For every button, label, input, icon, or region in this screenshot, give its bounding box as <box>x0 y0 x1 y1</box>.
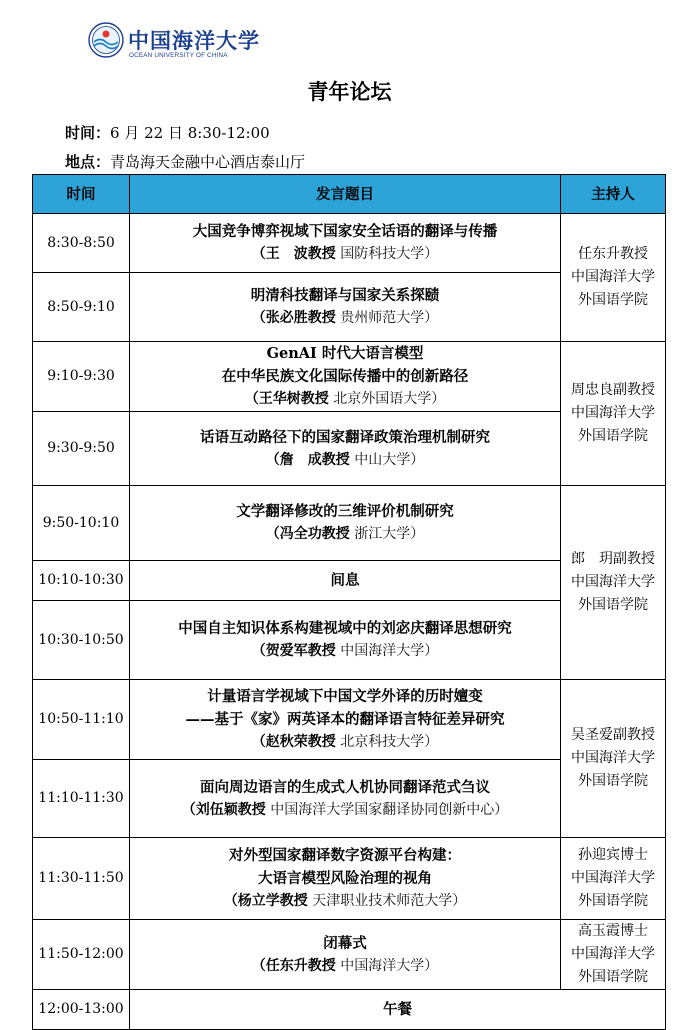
row-time: 11:50-12:00 <box>33 920 130 990</box>
speaker-line <box>130 449 560 472</box>
speaker-line <box>130 955 560 978</box>
host-university: 中国海洋大学 <box>571 946 655 962</box>
row-topic <box>130 486 561 561</box>
break-label: 间息 <box>330 572 360 589</box>
speaker-line <box>130 640 560 663</box>
speaker-name: （刘伍颖教授 <box>181 801 266 818</box>
speaker-affiliation: 中国海洋大学） <box>340 957 439 974</box>
university-emblem-icon <box>88 22 124 58</box>
row-topic <box>130 760 561 838</box>
host-school: 外国语学院 <box>578 969 648 985</box>
row-topic <box>130 412 561 486</box>
speaker-name: （王 波教授 <box>251 246 336 262</box>
row-topic <box>130 273 561 342</box>
meta-time-label: 时间： <box>65 124 111 142</box>
row-time: 10:10-10:30 <box>33 561 130 601</box>
meta-place-label: 地点： <box>65 153 111 171</box>
speaker-affiliation: 天津职业技术师范大学） <box>312 893 467 909</box>
host-university: 中国海洋大学 <box>571 870 655 886</box>
host-school: 外国语学院 <box>578 773 648 789</box>
topic-title: GenAI 时代大语言模型 <box>266 345 424 362</box>
row-topic <box>130 680 561 760</box>
speaker-name: （张必胜教授 <box>251 310 336 326</box>
row-time: 9:30-9:50 <box>33 412 130 486</box>
speaker-line <box>130 243 560 266</box>
row-topic <box>130 990 666 1030</box>
speaker-name: （任东升教授 <box>251 957 336 974</box>
row-time: 10:50-11:10 <box>33 680 130 760</box>
table-row <box>33 680 666 760</box>
row-time: 9:50-10:10 <box>33 486 130 561</box>
table-row <box>33 920 666 990</box>
lunch-label: 午餐 <box>383 1001 412 1018</box>
meta-place <box>65 151 305 172</box>
host-school: 外国语学院 <box>578 428 648 444</box>
topic-title: 明清科技翻译与国家关系探赜 <box>250 287 440 304</box>
topic-title: 对外型国家翻译数字资源平台构建： <box>229 847 461 864</box>
header-topic: 发言题目 <box>130 175 561 214</box>
speaker-line <box>130 307 560 330</box>
topic-title: 面向周边语言的生成式人机协同翻译范式刍议 <box>200 778 490 796</box>
speaker-line <box>130 890 560 913</box>
row-topic <box>130 920 561 990</box>
speaker-affiliation: 北京科技大学） <box>340 734 439 750</box>
speaker-name: （赵秋荣教授 <box>251 734 336 750</box>
host-university: 中国海洋大学 <box>571 269 655 285</box>
header-time: 时间 <box>33 175 130 214</box>
host-cell <box>561 838 666 920</box>
host-name: 吴圣爱副教授 <box>571 727 655 743</box>
table-row <box>33 486 666 561</box>
row-topic <box>130 838 561 920</box>
host-university: 中国海洋大学 <box>571 405 655 421</box>
meta-place-value: 青岛海天金融中心酒店泰山厅 <box>110 153 306 171</box>
speaker-name: （杨立学教授 <box>223 893 308 909</box>
speaker-affiliation: 北京外国语大学） <box>333 391 446 407</box>
speaker-affiliation: 浙江大学） <box>354 526 425 542</box>
topic-title: 中国自主知识体系构建视域中的刘宓庆翻译思想研究 <box>178 620 512 637</box>
speaker-line <box>130 799 560 822</box>
table-row <box>33 214 666 273</box>
speaker-affiliation: 中国海洋大学） <box>340 643 439 659</box>
host-school: 外国语学院 <box>578 893 648 909</box>
host-cell <box>561 920 666 990</box>
meta-time-value: 6 月 22 日 8:30-12:00 <box>110 124 270 142</box>
page-title: 青年论坛 <box>307 79 392 104</box>
host-cell <box>561 214 666 342</box>
table-header-row <box>33 175 666 214</box>
host-school: 外国语学院 <box>578 292 648 308</box>
row-topic <box>130 342 561 412</box>
host-name: 郎 玥副教授 <box>571 551 655 567</box>
logo-name-cn: 中国海洋大学 <box>128 28 260 53</box>
host-name: 孙迎宾博士 <box>578 847 648 863</box>
host-cell <box>561 486 666 680</box>
row-time: 10:30-10:50 <box>33 601 130 680</box>
speaker-line <box>130 731 560 754</box>
host-name: 周忠良副教授 <box>571 382 655 398</box>
speaker-affiliation: 国防科技大学） <box>340 246 439 262</box>
host-university: 中国海洋大学 <box>571 750 655 766</box>
speaker-line <box>130 388 560 411</box>
topic-title: 文学翻译修改的三维评价机制研究 <box>236 503 454 520</box>
meta-time <box>65 122 270 143</box>
topic-title: 话语互动路径下的国家翻译政策治理机制研究 <box>200 428 490 446</box>
schedule-table <box>32 174 666 1030</box>
row-topic <box>130 561 561 601</box>
topic-title: 在中华民族文化国际传播中的创新路径 <box>221 368 469 385</box>
host-name: 任东升教授 <box>578 246 648 262</box>
row-time: 12:00-13:00 <box>33 990 130 1030</box>
host-name: 高玉霞博士 <box>578 923 648 939</box>
speaker-affiliation: 中国海洋大学国家翻译协同创新中心） <box>270 801 509 818</box>
logo-name-en: OCEAN UNIVERSITY OF CHINA <box>129 52 228 59</box>
topic-title: 大国竞争博弈视域下国家安全话语的翻译与传播 <box>192 223 498 240</box>
topic-title: ——基于《家》两英译本的翻译语言特征差异研究 <box>185 711 505 728</box>
speaker-name: （贺爱军教授 <box>251 643 336 659</box>
host-university: 中国海洋大学 <box>571 574 655 590</box>
speaker-name: （詹 成教授 <box>265 451 350 468</box>
row-time: 8:50-9:10 <box>33 273 130 342</box>
row-time: 11:10-11:30 <box>33 760 130 838</box>
row-topic <box>130 214 561 273</box>
university-logo <box>88 22 260 68</box>
host-cell <box>561 680 666 838</box>
speaker-affiliation: 贵州师范大学） <box>340 310 439 326</box>
speaker-name: （冯全功教授 <box>265 526 350 542</box>
header-host: 主持人 <box>561 175 666 214</box>
topic-title: 闭幕式 <box>323 934 367 952</box>
host-school: 外国语学院 <box>578 597 648 613</box>
host-cell <box>561 342 666 486</box>
speaker-affiliation: 中山大学） <box>354 451 425 468</box>
table-row <box>33 838 666 920</box>
speaker-line <box>130 523 560 546</box>
table-row <box>33 342 666 412</box>
row-time: 11:30-11:50 <box>33 838 130 920</box>
row-topic <box>130 601 561 680</box>
topic-title: 计量语言学视域下中国文学外译的历时嬗变 <box>207 688 483 705</box>
table-row-lunch <box>33 990 666 1030</box>
speaker-name: （王华树教授 <box>244 391 329 407</box>
row-time: 8:30-8:50 <box>33 214 130 273</box>
row-time: 9:10-9:30 <box>33 342 130 412</box>
topic-title: 大语言模型风险治理的视角 <box>258 870 432 887</box>
